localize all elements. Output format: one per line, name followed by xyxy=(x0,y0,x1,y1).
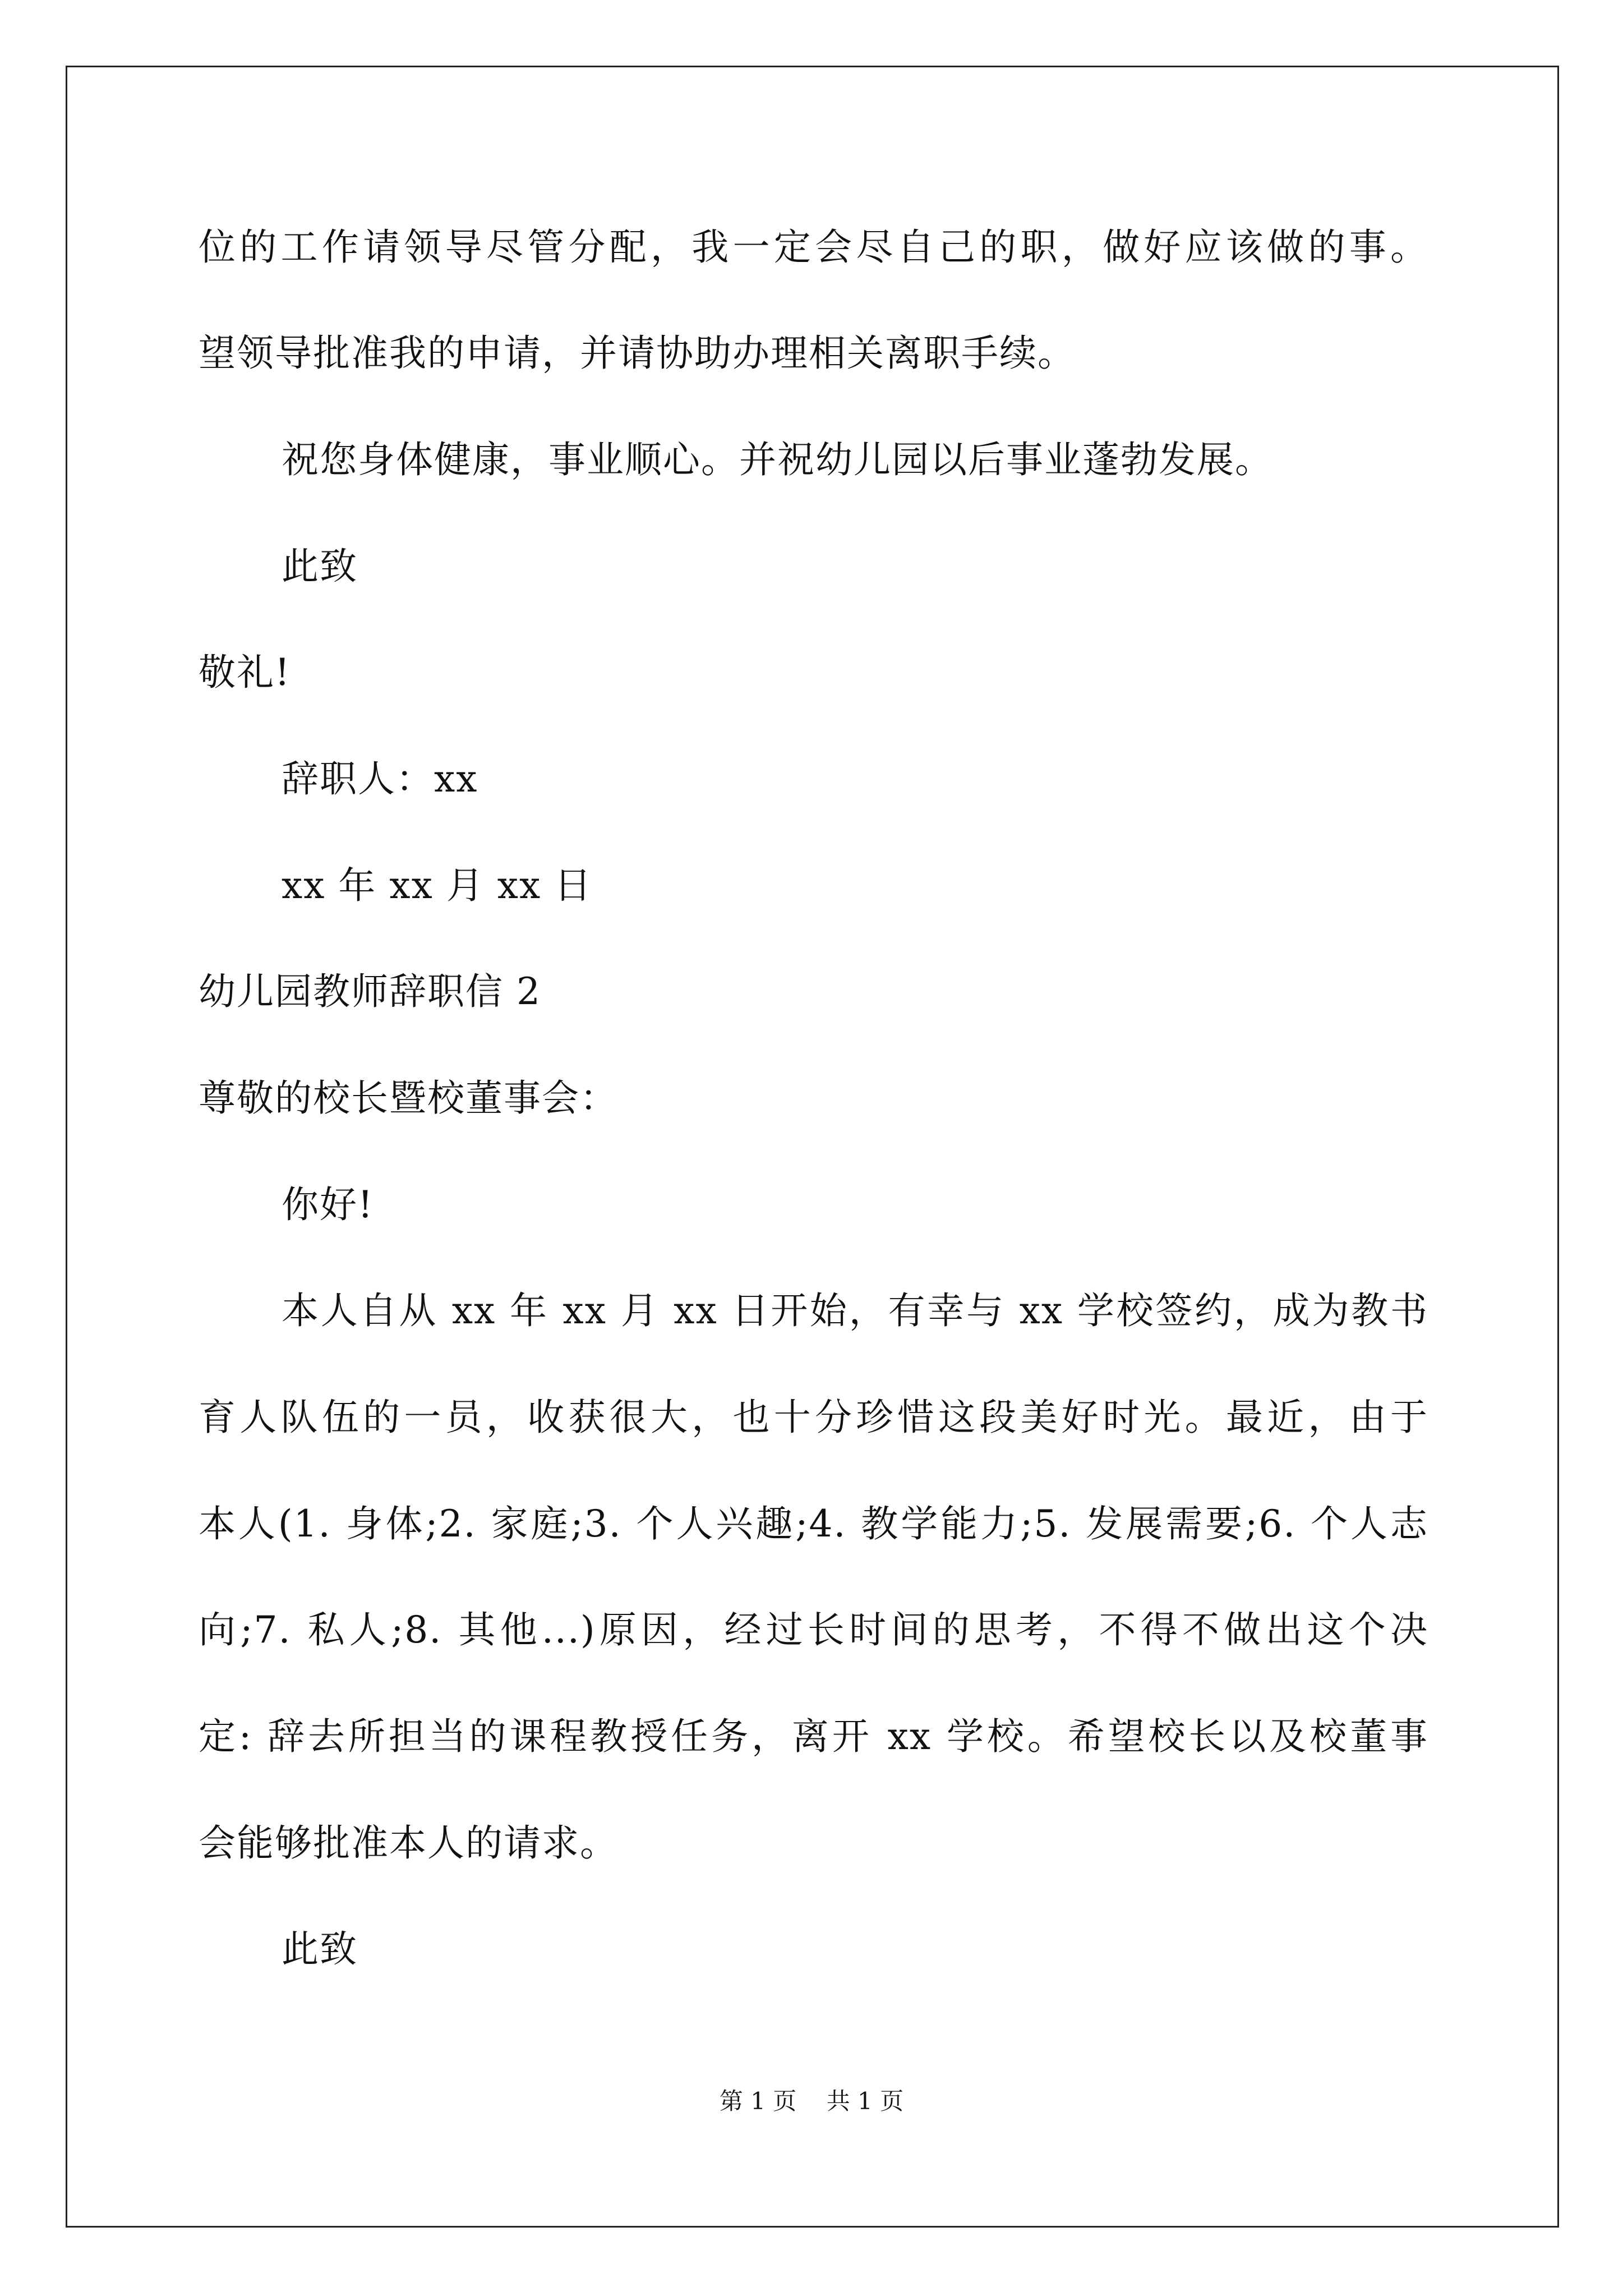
body-line: 向;7. 私人;8. 其他...)原因，经过长时间的思考，不得不做出这个决 xyxy=(199,1608,1428,1651)
page-footer: 第 1 页 共 1 页 xyxy=(719,2087,904,2115)
page-border xyxy=(66,66,1559,2228)
greeting-line: 你好! xyxy=(282,1183,374,1226)
section-title: 幼儿园教师辞职信 2 xyxy=(199,970,541,1013)
body-line: 位的工作请领导尽管分配，我一定会尽自己的职，做好应该做的事。 xyxy=(199,226,1428,269)
body-line: 本人(1. 身体;2. 家庭;3. 个人兴趣;4. 教学能力;5. 发展需要;6. 个人志 xyxy=(199,1502,1428,1545)
signer-line: 辞职人：xx xyxy=(282,757,478,800)
body-line: 定: 辞去所担当的课程教授任务，离开 xx 学校。希望校长以及校董事 xyxy=(199,1715,1428,1758)
body-line: 育人队伍的一员，收获很大，也十分珍惜这段美好时光。最近，由于 xyxy=(199,1396,1428,1439)
salutation-line: 敬礼! xyxy=(199,651,291,694)
greeting-recipient: 尊敬的校长暨校董事会： xyxy=(199,1076,618,1120)
body-line: 会能够批准本人的请求。 xyxy=(199,1821,618,1865)
body-line: 望领导批准我的申请，并请协助办理相关离职手续。 xyxy=(199,332,1076,375)
body-line: 本人自从 xx 年 xx 月 xx 日开始，有幸与 xx 学校签约，成为教书 xyxy=(282,1289,1428,1332)
closing-line: 此致 xyxy=(282,1927,358,1971)
closing-line: 此致 xyxy=(282,545,358,588)
wish-line: 祝您身体健康，事业顺心。并祝幼儿园以后事业蓬勃发展。 xyxy=(282,438,1273,481)
date-line: xx 年 xx 月 xx 日 xyxy=(282,864,593,907)
